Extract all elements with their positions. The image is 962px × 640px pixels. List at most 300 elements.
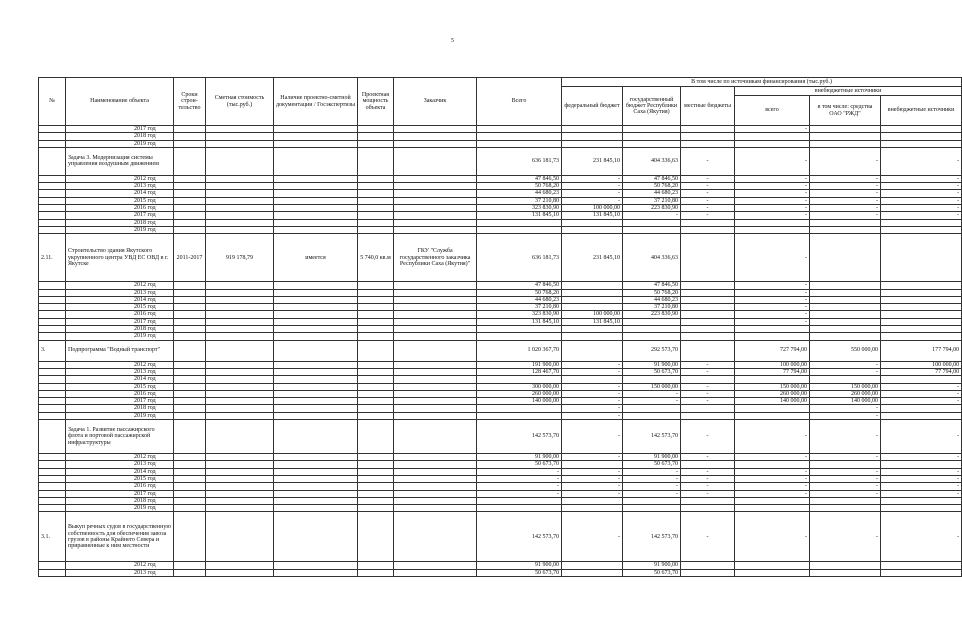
cell-no: [39, 133, 66, 140]
cell-name: 2015 год: [66, 304, 174, 311]
cell-total: 37 210,80: [477, 197, 562, 204]
cell-local: -: [681, 398, 735, 405]
cell-no: [39, 282, 66, 289]
cell-terms: [174, 311, 206, 318]
cell-name: 2012 год: [66, 562, 174, 569]
cell-terms: [174, 361, 206, 368]
cell-extra-other: -: [881, 475, 962, 482]
cell-docs: [274, 282, 358, 289]
cell-name: 2014 год: [66, 468, 174, 475]
cell-no: [39, 318, 66, 325]
cell-capacity: [358, 376, 394, 383]
cell-cost: [206, 311, 274, 318]
cell-cost: [206, 475, 274, 482]
cell-no: [39, 289, 66, 296]
cell-no: [39, 304, 66, 311]
cell-extra-rzhd: [810, 304, 881, 311]
cell-state: 47 846,50: [623, 175, 681, 182]
cell-extra-rzhd: -: [810, 175, 881, 182]
cell-customer: [394, 190, 477, 197]
cell-total: 50 768,20: [477, 289, 562, 296]
year-row: [39, 333, 962, 340]
cell-local: -: [681, 205, 735, 212]
cell-no: [39, 197, 66, 204]
cell-name: 2013 год: [66, 368, 174, 375]
year-row: [39, 454, 962, 461]
cell-customer: [394, 512, 477, 562]
cell-no: [39, 219, 66, 226]
cell-terms: [174, 197, 206, 204]
cell-extra-total: -: [735, 454, 810, 461]
cell-extra-total: -: [735, 205, 810, 212]
cell-federal: [562, 497, 623, 504]
cell-extra-other: [881, 318, 962, 325]
cell-no: [39, 368, 66, 375]
cell-federal: -: [562, 454, 623, 461]
cell-cost: [206, 175, 274, 182]
cell-extra-rzhd: -: [810, 490, 881, 497]
cell-extra-other: [881, 234, 962, 282]
cell-federal: 131 845,10: [562, 318, 623, 325]
cell-cost: [206, 483, 274, 490]
cell-no: [39, 212, 66, 219]
cell-docs: [274, 333, 358, 340]
cell-terms: [174, 398, 206, 405]
cell-local: [681, 226, 735, 233]
cell-customer: [394, 398, 477, 405]
year-row: [39, 140, 962, 147]
cell-state: [623, 333, 681, 340]
cell-capacity: [358, 569, 394, 576]
cell-terms: [174, 405, 206, 412]
cell-state: -: [623, 398, 681, 405]
cell-no: [39, 454, 66, 461]
cell-extra-total: 727 794,00: [735, 340, 810, 361]
cell-extra-total: -: [735, 468, 810, 475]
cell-name: 2013 год: [66, 289, 174, 296]
cell-total: [477, 376, 562, 383]
cell-docs: [274, 126, 358, 133]
cell-capacity: [358, 420, 394, 454]
cell-federal: -: [562, 475, 623, 482]
cell-docs: [274, 226, 358, 233]
cell-extra-other: [881, 505, 962, 512]
cell-extra-rzhd: [810, 282, 881, 289]
cell-federal: [562, 226, 623, 233]
cell-cost: [206, 412, 274, 419]
cell-extra-other: [881, 333, 962, 340]
cell-extra-other: -: [881, 512, 962, 562]
col-capacity-header: Проектная мощность объекта: [358, 78, 394, 126]
cell-docs: [274, 361, 358, 368]
cell-total: 636 181,73: [477, 147, 562, 175]
cell-local: [681, 569, 735, 576]
cell-extra-rzhd: [810, 140, 881, 147]
year-row: [39, 311, 962, 318]
cell-docs: [274, 183, 358, 190]
cell-docs: [274, 318, 358, 325]
cell-capacity: [358, 304, 394, 311]
object-row: [39, 512, 962, 562]
cell-extra-total: [735, 376, 810, 383]
cell-no: [39, 383, 66, 390]
cell-total: 47 846,50: [477, 282, 562, 289]
cell-no: 3.: [39, 340, 66, 361]
cell-local: [681, 296, 735, 303]
cell-total: [477, 226, 562, 233]
cell-total: -: [477, 468, 562, 475]
cell-federal: -: [562, 405, 623, 412]
cell-no: [39, 569, 66, 576]
table-header: [39, 78, 962, 126]
cell-local: [681, 340, 735, 361]
cell-terms: [174, 183, 206, 190]
cell-total: -: [477, 490, 562, 497]
cell-cost: [206, 333, 274, 340]
cell-total: 323 830,90: [477, 205, 562, 212]
cell-total: [477, 219, 562, 226]
cell-customer: [394, 205, 477, 212]
cell-cost: [206, 326, 274, 333]
cell-federal: -: [562, 197, 623, 204]
cell-terms: [174, 420, 206, 454]
cell-customer: [394, 133, 477, 140]
col-no-header: №: [39, 78, 66, 126]
cell-docs: [274, 405, 358, 412]
cell-total: -: [477, 483, 562, 490]
cell-docs: [274, 475, 358, 482]
cell-name: 2014 год: [66, 376, 174, 383]
cell-extra-other: [881, 219, 962, 226]
cell-name: 2017 год: [66, 398, 174, 405]
cell-capacity: [358, 505, 394, 512]
cell-no: [39, 326, 66, 333]
cell-extra-total: -: [735, 183, 810, 190]
cell-federal: -: [562, 361, 623, 368]
cell-name: 2015 год: [66, 475, 174, 482]
cell-name: 2014 год: [66, 296, 174, 303]
cell-state: [623, 226, 681, 233]
cell-customer: [394, 505, 477, 512]
cell-federal: 231 845,10: [562, 147, 623, 175]
cell-extra-rzhd: [810, 133, 881, 140]
cell-extra-other: [881, 282, 962, 289]
cell-state: 292 573,70: [623, 340, 681, 361]
cell-terms: 2011-2017: [174, 234, 206, 282]
cell-federal: [562, 461, 623, 468]
cell-federal: 231 845,10: [562, 234, 623, 282]
cell-extra-other: [881, 497, 962, 504]
cell-extra-rzhd: 550 000,00: [810, 340, 881, 361]
cell-extra-total: -: [735, 197, 810, 204]
cell-total: 37 210,80: [477, 304, 562, 311]
year-row: [39, 226, 962, 233]
cell-customer: [394, 562, 477, 569]
cell-no: [39, 175, 66, 182]
cell-extra-other: -: [881, 190, 962, 197]
cell-extra-total: 77 794,00: [735, 368, 810, 375]
cell-total: [477, 333, 562, 340]
cell-extra-other: 177 794,00: [881, 340, 962, 361]
cell-terms: [174, 468, 206, 475]
cell-state: 50 673,70: [623, 368, 681, 375]
cell-terms: [174, 497, 206, 504]
cell-state: [623, 126, 681, 133]
cell-cost: [206, 562, 274, 569]
cell-capacity: [358, 126, 394, 133]
cell-customer: ГКУ "Служба государственного заказчика Республики Саха (Якутия)": [394, 234, 477, 282]
cell-cost: [206, 282, 274, 289]
cell-extra-rzhd: [810, 289, 881, 296]
cell-cost: [206, 390, 274, 397]
cell-extra-rzhd: -: [810, 512, 881, 562]
cell-name: 2017 год: [66, 490, 174, 497]
cell-capacity: [358, 461, 394, 468]
cell-extra-rzhd: 260 000,00: [810, 390, 881, 397]
cell-docs: [274, 497, 358, 504]
cell-customer: [394, 383, 477, 390]
cell-name: 2019 год: [66, 333, 174, 340]
cell-federal: [562, 126, 623, 133]
cell-docs: [274, 390, 358, 397]
cell-customer: [394, 454, 477, 461]
cell-extra-other: 77 794,00: [881, 368, 962, 375]
cell-extra-total: -: [735, 512, 810, 562]
year-row: [39, 318, 962, 325]
cell-capacity: [358, 289, 394, 296]
cell-cost: [206, 420, 274, 454]
cell-cost: [206, 126, 274, 133]
cell-terms: [174, 140, 206, 147]
cell-extra-total: -: [735, 318, 810, 325]
cell-name: 2016 год: [66, 483, 174, 490]
cell-terms: [174, 289, 206, 296]
cell-extra-total: -: [735, 147, 810, 175]
cell-extra-other: -: [881, 390, 962, 397]
cell-cost: [206, 461, 274, 468]
year-row: [39, 475, 962, 482]
cell-customer: [394, 140, 477, 147]
cell-name: 2012 год: [66, 361, 174, 368]
cell-capacity: [358, 140, 394, 147]
cell-docs: [274, 562, 358, 569]
cell-local: -: [681, 490, 735, 497]
cell-terms: [174, 318, 206, 325]
cell-extra-total: [735, 133, 810, 140]
cell-extra-total: [735, 333, 810, 340]
cell-cost: [206, 490, 274, 497]
financing-table: [38, 77, 962, 577]
cell-state: [623, 318, 681, 325]
cell-local: -: [681, 190, 735, 197]
cell-state: 223 830,90: [623, 311, 681, 318]
cell-total: [477, 505, 562, 512]
cell-total: 50 768,20: [477, 183, 562, 190]
cell-terms: [174, 483, 206, 490]
cell-extra-other: [881, 311, 962, 318]
cell-local: [681, 311, 735, 318]
cell-extra-rzhd: [810, 234, 881, 282]
cell-federal: [562, 505, 623, 512]
cell-local: [681, 405, 735, 412]
cell-extra-rzhd: -: [810, 183, 881, 190]
cell-extra-other: -: [881, 483, 962, 490]
cell-no: [39, 126, 66, 133]
cell-docs: [274, 376, 358, 383]
cell-terms: [174, 340, 206, 361]
cell-total: 636 181,73: [477, 234, 562, 282]
cell-cost: [206, 454, 274, 461]
cell-cost: [206, 361, 274, 368]
col-extra-total-header: всего: [735, 96, 810, 126]
cell-total: 191 900,00: [477, 361, 562, 368]
cell-state: 91 900,00: [623, 562, 681, 569]
cell-extra-rzhd: -: [810, 368, 881, 375]
cell-federal: [562, 562, 623, 569]
cell-docs: [274, 147, 358, 175]
cell-name: 2018 год: [66, 405, 174, 412]
cell-federal: -: [562, 398, 623, 405]
cell-extra-rzhd: [810, 376, 881, 383]
cell-customer: [394, 296, 477, 303]
col-total-header: Всего: [477, 78, 562, 126]
cell-customer: [394, 183, 477, 190]
year-row: [39, 497, 962, 504]
cell-local: [681, 133, 735, 140]
cell-extra-other: [881, 326, 962, 333]
cell-extra-other: [881, 226, 962, 233]
cell-capacity: [358, 475, 394, 482]
cell-capacity: [358, 383, 394, 390]
cell-extra-rzhd: [810, 126, 881, 133]
cell-extra-other: -: [881, 398, 962, 405]
cell-extra-rzhd: [810, 497, 881, 504]
cell-no: [39, 483, 66, 490]
cell-federal: [562, 219, 623, 226]
cell-no: [39, 311, 66, 318]
cell-docs: [274, 340, 358, 361]
cell-no: [39, 475, 66, 482]
cell-customer: [394, 497, 477, 504]
cell-cost: [206, 205, 274, 212]
cell-docs: [274, 468, 358, 475]
cell-customer: [394, 368, 477, 375]
cell-total: [477, 497, 562, 504]
cell-extra-rzhd: -: [810, 454, 881, 461]
cell-capacity: [358, 296, 394, 303]
year-row: [39, 398, 962, 405]
cell-capacity: [358, 183, 394, 190]
cell-extra-total: [735, 226, 810, 233]
cell-customer: [394, 468, 477, 475]
cell-extra-rzhd: [810, 569, 881, 576]
cell-extra-other: -: [881, 175, 962, 182]
cell-extra-other: -: [881, 383, 962, 390]
cell-extra-rzhd: -: [810, 212, 881, 219]
cell-extra-total: [735, 412, 810, 419]
subprogram-row: [39, 340, 962, 361]
cell-docs: [274, 311, 358, 318]
col-cost-header: Сметная стоимость (тыс.руб.): [206, 78, 274, 126]
cell-cost: [206, 398, 274, 405]
cell-federal: -: [562, 420, 623, 454]
cell-terms: [174, 212, 206, 219]
cell-federal: 100 000,00: [562, 205, 623, 212]
cell-name: 2012 год: [66, 175, 174, 182]
cell-terms: [174, 569, 206, 576]
cell-cost: [206, 183, 274, 190]
cell-federal: -: [562, 412, 623, 419]
cell-customer: [394, 475, 477, 482]
cell-extra-total: [735, 497, 810, 504]
cell-terms: [174, 282, 206, 289]
cell-docs: [274, 304, 358, 311]
cell-local: -: [681, 390, 735, 397]
cell-extra-other: [881, 569, 962, 576]
cell-name: Подпрограмма "Водный транспорт": [66, 340, 174, 361]
cell-extra-total: -: [735, 420, 810, 454]
cell-federal: -: [562, 390, 623, 397]
cell-extra-other: [881, 296, 962, 303]
cell-name: 2016 год: [66, 205, 174, 212]
cell-name: 2018 год: [66, 326, 174, 333]
table-body: [39, 126, 962, 577]
cell-state: [623, 133, 681, 140]
cell-extra-total: -: [735, 126, 810, 133]
cell-local: [681, 562, 735, 569]
cell-cost: [206, 497, 274, 504]
cell-cost: [206, 133, 274, 140]
cell-no: [39, 468, 66, 475]
object-row: [39, 234, 962, 282]
cell-no: [39, 562, 66, 569]
cell-extra-rzhd: [810, 505, 881, 512]
cell-name: 2018 год: [66, 133, 174, 140]
cell-cost: [206, 368, 274, 375]
year-row: [39, 219, 962, 226]
cell-customer: [394, 326, 477, 333]
cell-capacity: [358, 454, 394, 461]
cell-docs: [274, 219, 358, 226]
cell-name: 2013 год: [66, 183, 174, 190]
cell-capacity: [358, 405, 394, 412]
cell-extra-rzhd: 150 000,00: [810, 383, 881, 390]
cell-capacity: [358, 340, 394, 361]
cell-federal: -: [562, 483, 623, 490]
cell-docs: [274, 368, 358, 375]
cell-state: 404 336,63: [623, 234, 681, 282]
cell-customer: [394, 361, 477, 368]
cell-cost: [206, 147, 274, 175]
year-row: [39, 183, 962, 190]
cell-federal: [562, 569, 623, 576]
cell-cost: [206, 226, 274, 233]
cell-total: [477, 412, 562, 419]
cell-capacity: [358, 219, 394, 226]
cell-docs: [274, 140, 358, 147]
year-row: [39, 368, 962, 375]
cell-extra-rzhd: -: [810, 412, 881, 419]
cell-docs: имеется: [274, 234, 358, 282]
cell-capacity: [358, 368, 394, 375]
year-row: [39, 412, 962, 419]
cell-extra-total: [735, 562, 810, 569]
cell-extra-rzhd: -: [810, 190, 881, 197]
sources-group-header: В том числе по источникам финансирования (тыс.руб.): [562, 78, 962, 87]
cell-extra-total: [735, 405, 810, 412]
cell-no: [39, 497, 66, 504]
cell-extra-other: -: [881, 183, 962, 190]
